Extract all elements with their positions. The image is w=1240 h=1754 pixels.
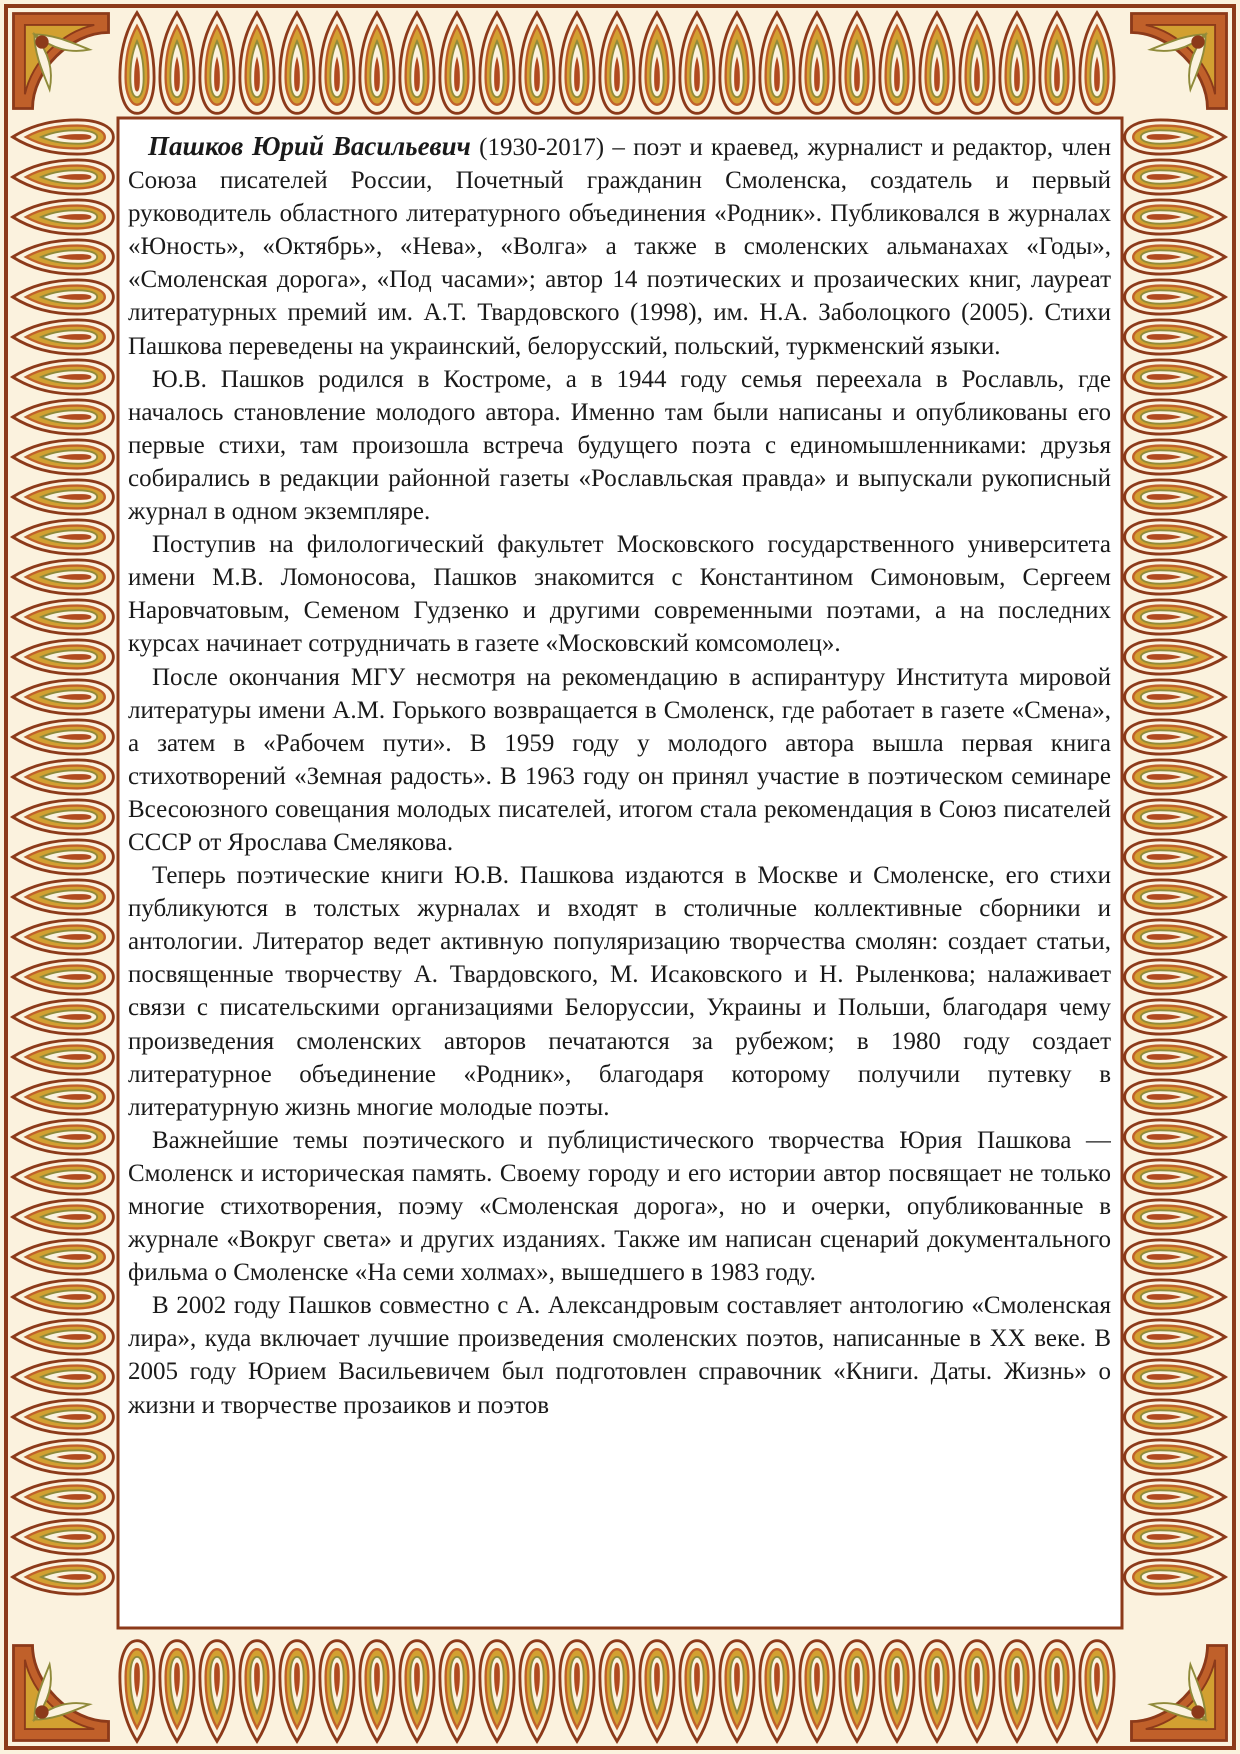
person-name: Пашков Юрий Васильевич [148,131,471,161]
paragraph-anthology: В 2002 году Пашков совместно с А. Александровым составляет антологию «Смоленская лира», куда включает лучшие произведения смоленских поэтов, написанные в XX веке. В 2005 году Юрием Васильевичем был подготовлен справочник «Книги. Даты. Жизнь» о жизни и творчестве прозаиков и поэтов [128,1292,1111,1419]
border-left-pattern [13,120,114,1594]
paragraph-university: Поступив на филологический факультет Московского государственного университета имени М.В. Ломоносова, Пашков знакомится с Константином Симоновым, Сергеем Наровчатовым, Семеном Гудзенко и другими современными поэтами, а на последних курсах начинает сотрудничать в газете «Московский комсомолец». [128,531,1111,658]
paragraph-themes: Важнейшие темы поэтического и публицистического творчества Юрия Пашкова — Смоленск и историческая память. Своему городу и его истории автор посвящает не только многие стихотворения, поэму «Смоленская дорога», но и очерки, опубликованные в журнале «Вокруг света» и других изданиях. Также им написан сценарий документального фильма о Смоленске «На семи холмах», вышедшего в 1983 году. [128,1126,1111,1287]
paragraph-birth: Ю.В. Пашков родился в Костроме, а в 1944 году семья переехала в Рославль, где началось становление молодого автора. Именно там были написаны и опубликованы его первые стихи, там произошла встреча будущего поэта с единомышленниками: друзья собирались в редакции районной газеты «Рославльская правда» и выпускали рукописный журнал в одном экземпляре. [128,365,1111,526]
intro-text: (1930-2017) – поэт и краевед, журналист и редактор, член Союза писателей России, Почетный гражданин Смоленска, создатель и первый руководитель областного литературного объединения «Родник». Публиковался в журналах «Юность», «Октябрь», «Нева», «Волга» а также в смоленских альманахах «Годы», «Смоленская дорога», «Под часами»; автор 14 поэтических и прозаических книг, лауреат литературных премий им. А.Т. Твардовского (1998), им. Н.А. Заболоцкого (2005). Стихи Пашкова переведены на украинский, белорусский, польский, туркменский языки. [128,134,1111,360]
paragraph-books: Теперь поэтические книги Ю.В. Пашкова издаются в Москве и Смоленске, его стихи публикуются в толстых журналах и входят в столичные коллективные сборники и антологии. Литератор ведет активную популяризацию творчества смолян: создает статьи, посвященные творчеству А. Твардовского, М. Исаковского и Н. Рыленкова; налаживает связи с писательскими организациями Белоруссии, Украины и Польши, благодаря чему произведения смоленских авторов печатаются за рубежом; в 1980 году создает литературное объединение «Родник», благодаря которому получили путевку в литературную жизнь многие молодые поэты. [128,862,1111,1121]
intro-paragraph [128,130,1111,363]
border-right-pattern [1125,120,1226,1594]
document-body [128,130,1111,1610]
paragraph-career: После окончания МГУ несмотря на рекомендацию в аспирантуру Института мировой литературы имени А.М. Горького возвращается в Смоленск, где работает в газете «Смена», а затем в «Рабочем пути». В 1959 году у молодого автора вышла первая книга стихотворений «Земная радость». В 1963 году он принял участие в поэтическом семинаре Всесоюзного совещания молодых писателей, итогом стала рекомендация в Союз писателей СССР от Ярослава Смелякова. [128,663,1111,856]
